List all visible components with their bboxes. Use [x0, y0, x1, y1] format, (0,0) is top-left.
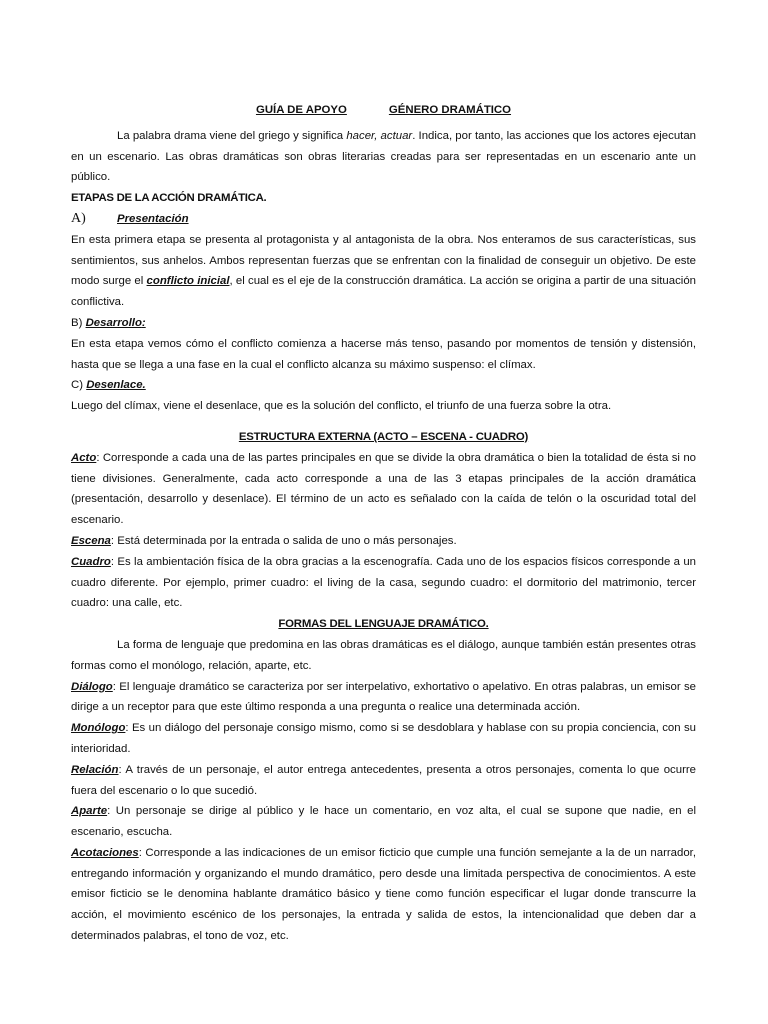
escena-term: Escena [71, 534, 111, 547]
aparte-paragraph [71, 801, 696, 843]
stage-a-text-1: En esta primera etapa se presenta al protagonista y al antagonista de la obra. Nos enteramos de sus características, sus sentimientos, sus anhelos. Ambos representan fuerzas que se enfrentan con la finalidad de conseguir un objetivo. De este modo surge el [71, 233, 696, 288]
stage-c-letter: C) [71, 379, 84, 392]
acto-text: : Corresponde a cada una de las partes principales en que se divide la obra dramática o bien la totalidad de ésta si no tiene divisiones. Generalmente, cada acto corresponde a una de las 3 etapas principales de la acción dramática (presentación, desarrollo y desenlace). El término de un acto es señalado con la caída de telón o la oscuridad total del escenario. [71, 451, 696, 527]
stage-b-paragraph: En esta etapa vemos cómo el conflicto comienza a hacerse más tenso, pasando por momentos de tensión y distensión, hasta que se llega a una fase en la cual el conflicto alcanza su máximo suspenso: el clímax. [71, 337, 696, 371]
acotaciones-term: Acotaciones [71, 846, 139, 859]
relacion-term: Relación [71, 763, 119, 776]
monologo-term: Monólogo [71, 722, 126, 735]
estructura-heading: ESTRUCTURA EXTERNA (ACTO – ESCENA - CUADRO) [238, 430, 529, 443]
stage-a-letter: A) [71, 210, 86, 226]
stage-c-term: Desenlace. [86, 379, 146, 392]
monologo-paragraph [71, 718, 696, 760]
title-guide: GUÍA DE APOYO [255, 104, 347, 116]
aparte-text: : Un personaje se dirige al público y le hace un comentario, en voz alta, el cual se supone que nadie, en el escenario, escucha. [71, 805, 696, 839]
acto-term: Acto [71, 451, 97, 464]
dialogo-term: Diálogo [71, 680, 113, 693]
dialogo-text: : El lenguaje dramático se caracteriza por ser interpelativo, exhortativo o apelativo. En otras palabras, un emisor se dirige a un receptor para que este último responda a una pregunta o realice una determinada acción. [71, 680, 696, 714]
acotaciones-paragraph [71, 843, 696, 947]
acotaciones-text: : Corresponde a las indicaciones de un emisor ficticio que cumple una función semejante a la de un narrador, entregando información y organizando el mundo dramático, pero desde una limitada perspectiva de conocimientos. A este emisor ficticio se le denomina hablante dramático básico y tiene como función especificar el lugar donde transcurre la acción, el movimiento escénico de los personajes, la entrada y salida de estos, la intencionalidad que deben dar a determinados palabras, el tono de voz, etc. [71, 846, 696, 943]
stage-c-heading [71, 375, 696, 396]
monologo-text: : Es un diálogo del personaje consigo mismo, como si se desdoblara y hablase con su propia conciencia, con su interioridad. [71, 722, 696, 755]
etapas-heading: ETAPAS DE LA ACCIÓN DRAMÁTICA. [71, 192, 267, 205]
stage-a-paragraph [71, 230, 696, 313]
page-title [71, 100, 696, 121]
stage-a-heading [71, 209, 696, 230]
escena-paragraph [71, 531, 696, 552]
cuadro-term: Cuadro [71, 555, 111, 568]
conflicto-inicial-term: conflicto inicial [146, 275, 230, 288]
cuadro-paragraph [71, 552, 696, 614]
escena-text: : Está determinada por la entrada o salida de uno o más personajes. [110, 534, 457, 547]
intro-paragraph [71, 126, 696, 188]
aparte-term: Aparte [71, 805, 108, 818]
cuadro-text: : Es la ambientación física de la obra gracias a la escenografía. Cada uno de los espacios físicos corresponde a un cuadro diferente. Por ejemplo, primer cuadro: el living de la casa, segundo cuadro: el dormitorio del matrimonio, tercer cuadro: una calle, etc. [71, 555, 696, 610]
intro-text-2: . Indica, por tanto, las acciones que los actores ejecutan en un escenario. Las obras dramáticas son obras literarias creadas para ser representadas en un escenario ante un público. [71, 129, 697, 184]
formas-heading: FORMAS DEL LENGUAJE DRAMÁTICO. [278, 618, 489, 631]
title-genre: GÉNERO DRAMÁTICO [388, 104, 512, 116]
relacion-text: : A través de un personaje, el autor entrega antecedentes, presenta a otros personajes, comenta lo que ocurre fuera del escenario o lo que sucedió. [71, 763, 696, 797]
intro-text-1: La palabra drama viene del griego y significa [117, 129, 344, 142]
acto-paragraph [71, 448, 696, 531]
dialogo-paragraph [71, 677, 696, 719]
stage-b-heading: B) Desarrollo: [71, 316, 146, 329]
stage-c-paragraph: Luego del clímax, viene el desenlace, que es la solución del conflicto, el triunfo de una fuerza sobre la otra. [71, 400, 612, 413]
stage-a-text-2: , el cual es el eje de la construcción dramática. La acción se origina a partir de una situación conflictiva. [71, 275, 696, 309]
stage-a-term: Presentación [117, 212, 189, 225]
formas-intro: La forma de lenguaje que predomina en las obras dramáticas es el diálogo, aunque también están presentes otras formas como el monólogo, relación, aparte, etc. [71, 638, 696, 672]
relacion-paragraph [71, 760, 696, 802]
stage-b-letter: B) [71, 316, 83, 329]
stage-b-term: Desarrollo [85, 316, 142, 329]
intro-italic: hacer, actuar [346, 129, 413, 142]
document-body [71, 100, 696, 947]
